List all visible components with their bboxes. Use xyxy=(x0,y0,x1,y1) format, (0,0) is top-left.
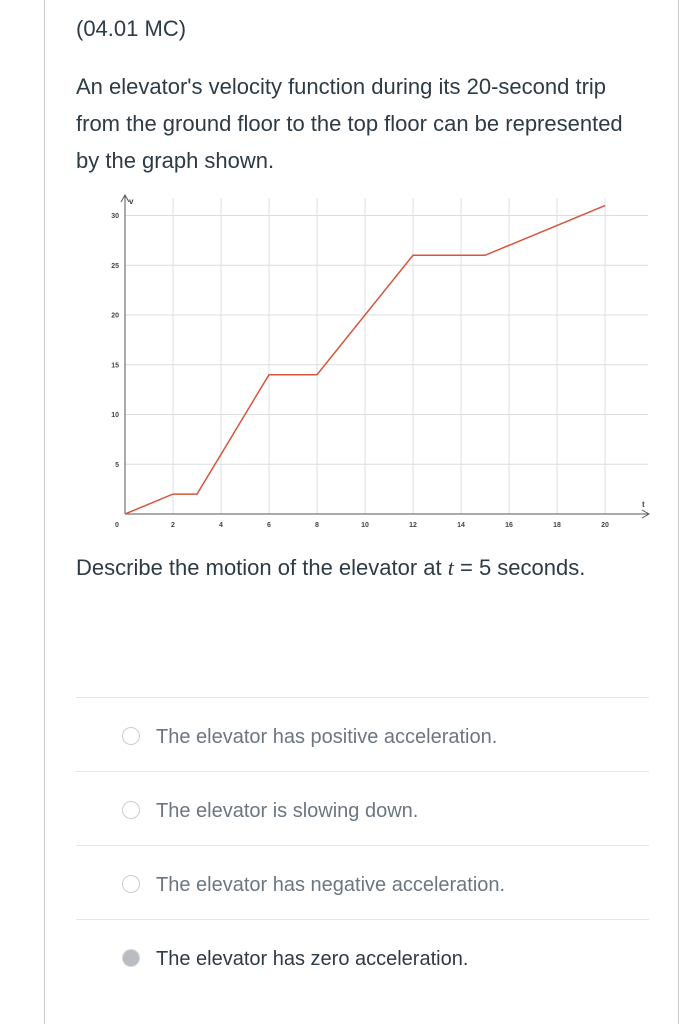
radio-button[interactable] xyxy=(122,801,140,819)
x-tick-label: 0 xyxy=(115,522,119,529)
answer-option-1[interactable] xyxy=(76,697,649,771)
y-tick-label: 5 xyxy=(115,461,119,469)
radio-button[interactable] xyxy=(122,875,140,893)
question-describe xyxy=(76,555,585,581)
x-axis-label: t xyxy=(642,500,645,509)
describe-text-before: Describe the motion of the elevator at xyxy=(76,555,448,580)
answer-label[interactable]: The elevator is slowing down. xyxy=(156,800,419,822)
describe-variable: t xyxy=(447,555,454,580)
y-tick-label: 10 xyxy=(111,412,119,419)
x-tick-label: 12 xyxy=(409,522,417,529)
answer-options xyxy=(76,697,649,993)
x-tick-label: 18 xyxy=(553,522,561,529)
question-header: (04.01 MC) xyxy=(76,16,187,41)
y-tick-label: 15 xyxy=(111,362,119,370)
radio-button[interactable] xyxy=(122,949,140,967)
y-tick-label: 25 xyxy=(111,262,119,270)
x-tick-label: 6 xyxy=(267,522,271,529)
x-tick-label: 16 xyxy=(505,522,513,529)
answer-label[interactable]: The elevator has zero acceleration. xyxy=(156,948,469,970)
y-tick-label: 30 xyxy=(111,213,119,220)
velocity-chart xyxy=(100,190,660,530)
x-tick-label: 14 xyxy=(457,522,465,529)
question-prompt: An elevator's velocity function during its 20-second trip from the ground floor to the top floor can be represented by the graph shown. xyxy=(76,74,623,173)
answer-label[interactable]: The elevator has positive acceleration. xyxy=(156,726,498,748)
x-tick-label: 2 xyxy=(171,522,175,529)
answer-option-3[interactable] xyxy=(76,845,649,919)
x-tick-label: 20 xyxy=(601,522,609,529)
describe-text-after: = 5 seconds. xyxy=(453,555,586,580)
answer-option-4[interactable] xyxy=(76,919,649,993)
y-tick-label: 20 xyxy=(111,312,119,320)
y-axis-label: v xyxy=(129,197,134,206)
radio-button[interactable] xyxy=(122,727,140,745)
x-tick-label: 4 xyxy=(219,522,223,529)
answer-label[interactable]: The elevator has negative acceleration. xyxy=(156,874,506,896)
x-tick-label: 10 xyxy=(361,522,369,529)
x-tick-label: 8 xyxy=(315,522,319,529)
answer-option-2[interactable] xyxy=(76,771,649,845)
